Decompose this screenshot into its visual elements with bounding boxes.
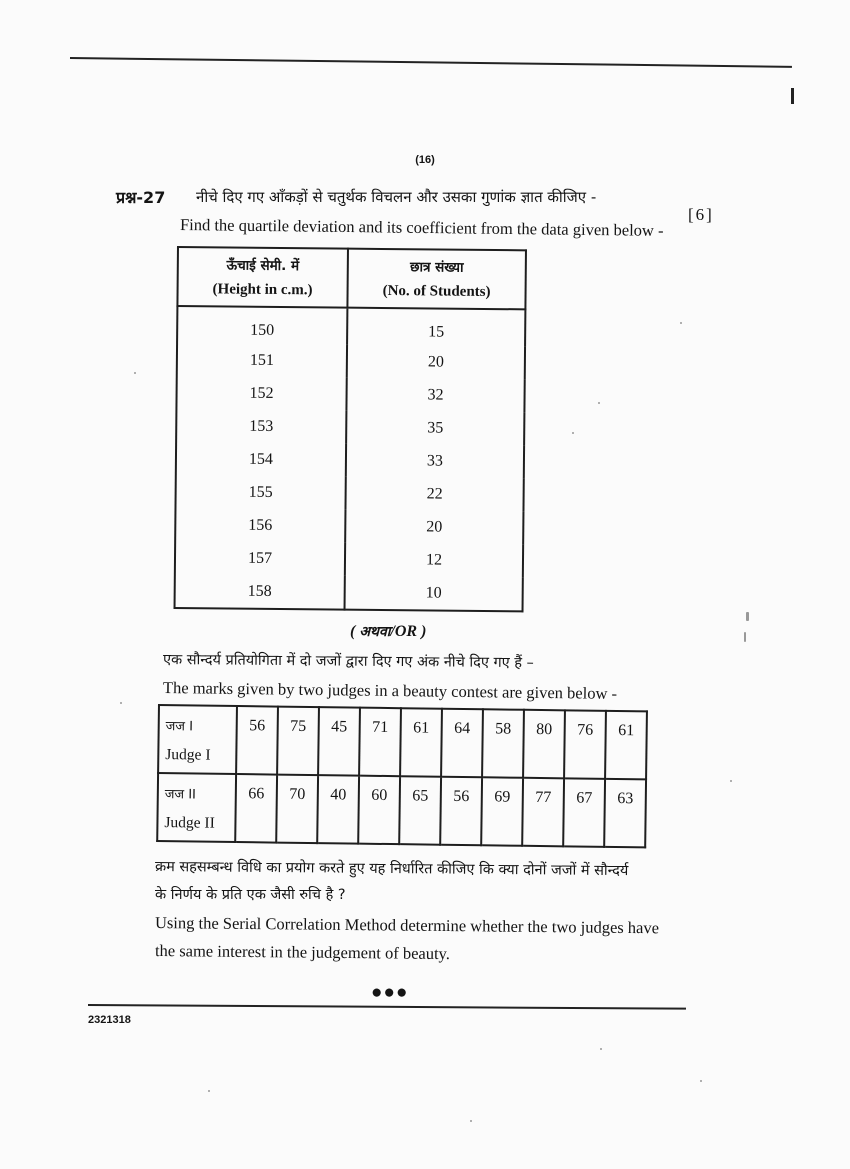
top-corner-mark bbox=[791, 88, 794, 104]
end-marker: ●●● bbox=[371, 982, 409, 1003]
scan-speck bbox=[598, 402, 600, 404]
table-header-row bbox=[177, 247, 526, 309]
alternative-text-hindi: एक सौन्दर्य प्रतियोगिता में दो जजों द्वारा दिए गए अंक नीचे दिए गए हैं – bbox=[162, 652, 534, 672]
judge1-mark-cell: 64 bbox=[441, 709, 483, 778]
scan-speck bbox=[680, 322, 682, 324]
closing-text-hindi-line1: क्रम सहसम्बन्ध विधि का प्रयोग करते हुए यह निर्धारित कीजिए कि क्या दोनों जजों में सौन्दर्य bbox=[154, 859, 629, 880]
judge1-mark-cell: 61 bbox=[400, 708, 442, 777]
judge1-label-english: Judge I bbox=[165, 746, 211, 764]
judge2-mark-cell: 63 bbox=[604, 779, 646, 848]
question-text-english: Find the quartile deviation and its coefficient from the data given below - bbox=[179, 215, 664, 240]
judge1-label-hindi: जज I bbox=[165, 719, 194, 735]
judge1-label bbox=[158, 705, 237, 774]
closing-text-english-line2: the same interest in the judgement of beauty. bbox=[154, 941, 451, 964]
judge2-mark-cell: 56 bbox=[440, 777, 482, 846]
height-cell: 151 bbox=[177, 343, 347, 378]
question-marks: [6] bbox=[688, 205, 714, 224]
scan-speck bbox=[744, 632, 746, 642]
scan-speck bbox=[600, 1048, 602, 1050]
scan-speck bbox=[208, 1090, 210, 1092]
judge2-mark-cell: 67 bbox=[563, 778, 605, 847]
height-cell: 158 bbox=[175, 574, 345, 610]
students-header-hindi: छात्र संख्या bbox=[410, 258, 464, 276]
document-code: 2321318 bbox=[88, 1014, 131, 1026]
height-column-header bbox=[177, 247, 348, 308]
students-column-header bbox=[347, 249, 526, 310]
or-hindi: अथवा bbox=[359, 624, 391, 640]
table-row bbox=[176, 409, 524, 445]
students-cell: 12 bbox=[345, 543, 523, 578]
judge1-mark-cell: 45 bbox=[318, 707, 360, 776]
judge2-label-english: Judge II bbox=[164, 814, 215, 832]
height-cell: 153 bbox=[176, 409, 346, 444]
question-label: प्रश्न-27 bbox=[116, 188, 166, 207]
scan-speck bbox=[746, 612, 749, 621]
table-row bbox=[175, 574, 523, 611]
height-cell: 152 bbox=[176, 376, 346, 411]
students-cell: 35 bbox=[346, 411, 524, 446]
height-frequency-table bbox=[174, 246, 527, 612]
judge2-label-hindi: जज II bbox=[164, 787, 197, 803]
scan-speck bbox=[572, 432, 574, 434]
table-row bbox=[175, 541, 523, 577]
students-cell: 20 bbox=[345, 510, 523, 545]
students-cell: 33 bbox=[346, 444, 524, 479]
judge1-mark-cell: 58 bbox=[482, 709, 524, 778]
height-cell: 157 bbox=[175, 541, 345, 576]
students-header-english: (No. of Students) bbox=[382, 282, 491, 300]
scan-speck bbox=[700, 1080, 702, 1082]
judge2-mark-cell: 69 bbox=[481, 777, 523, 846]
judge1-mark-cell: 61 bbox=[605, 711, 647, 780]
students-cell: 15 bbox=[347, 308, 525, 347]
scan-speck bbox=[134, 372, 136, 374]
judge2-row bbox=[157, 773, 646, 847]
scan-speck bbox=[470, 1120, 472, 1122]
students-cell: 20 bbox=[347, 345, 525, 380]
table-row bbox=[175, 508, 523, 544]
students-cell: 10 bbox=[345, 576, 523, 612]
table-row bbox=[175, 475, 523, 511]
judge1-mark-cell: 56 bbox=[236, 706, 278, 775]
judge2-mark-cell: 70 bbox=[276, 775, 318, 844]
table-row bbox=[176, 442, 524, 478]
judge2-mark-cell: 40 bbox=[317, 775, 359, 844]
table-row bbox=[176, 376, 524, 412]
judge1-mark-cell: 71 bbox=[359, 708, 401, 777]
alternative-text-english: The marks given by two judges in a beauty contest are given below - bbox=[162, 678, 618, 703]
question-text-hindi: नीचे दिए गए आँकड़ों से चतुर्थक विचलन और उसका गुणांक ज्ञात कीजिए - bbox=[196, 188, 597, 206]
judge1-mark-cell: 80 bbox=[523, 710, 565, 779]
judge2-mark-cell: 77 bbox=[522, 778, 564, 847]
top-rule bbox=[70, 57, 792, 68]
height-cell: 156 bbox=[175, 508, 345, 543]
students-cell: 32 bbox=[346, 378, 524, 413]
table-row bbox=[177, 343, 525, 379]
height-header-hindi: ऊँचाई सेमी. में bbox=[226, 256, 300, 274]
closing-text-english-line1: Using the Serial Correlation Method determine whether the two judges have bbox=[154, 913, 660, 938]
or-divider: ( अथवा/OR ) bbox=[350, 623, 427, 640]
judge1-row bbox=[158, 705, 647, 779]
height-cell: 154 bbox=[176, 442, 346, 477]
page-number: (16) bbox=[415, 154, 435, 166]
height-cell: 155 bbox=[175, 475, 345, 510]
judge1-mark-cell: 75 bbox=[277, 707, 319, 776]
closing-text-hindi-line2: के निर्णय के प्रति एक जैसी रुचि है ? bbox=[155, 887, 346, 903]
scan-speck bbox=[120, 702, 122, 704]
table-row bbox=[177, 306, 525, 346]
judge2-mark-cell: 60 bbox=[358, 776, 400, 845]
or-english: /OR bbox=[390, 623, 418, 640]
scan-speck bbox=[730, 780, 732, 782]
students-cell: 22 bbox=[345, 477, 523, 512]
height-header-english: (Height in c.m.) bbox=[212, 280, 313, 298]
judge2-mark-cell: 66 bbox=[235, 774, 277, 843]
judge2-label bbox=[157, 773, 236, 842]
height-cell: 150 bbox=[177, 306, 347, 345]
judge1-mark-cell: 76 bbox=[564, 710, 606, 779]
bottom-rule bbox=[88, 1004, 686, 1010]
judge2-mark-cell: 65 bbox=[399, 776, 441, 845]
judges-marks-table bbox=[156, 704, 648, 848]
